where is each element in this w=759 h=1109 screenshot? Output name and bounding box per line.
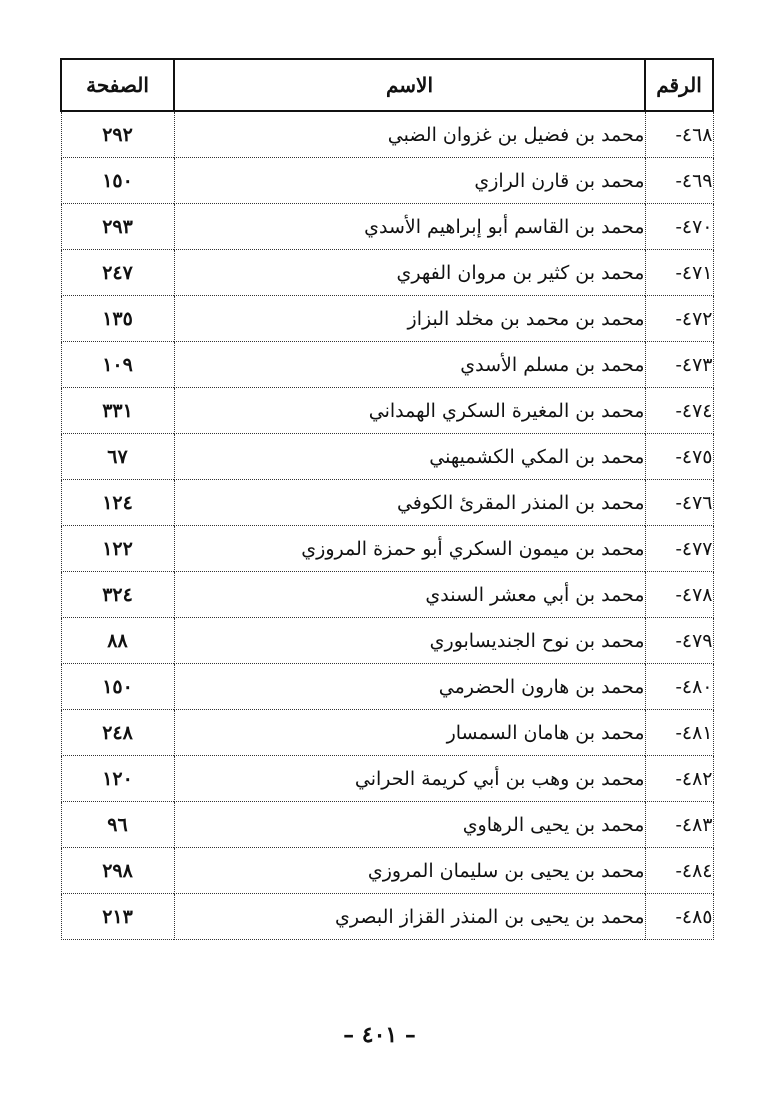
row-page: ١٣٥ (61, 296, 174, 342)
row-name: محمد بن يحيى بن سليمان المروزي (174, 848, 645, 894)
table-row (61, 894, 713, 940)
row-number: ٤٧٦- (645, 480, 713, 526)
row-page: ٢٤٧ (61, 250, 174, 296)
header-name: الاسم (174, 59, 645, 111)
header-number: الرقم (645, 59, 713, 111)
row-number: ٤٧٣- (645, 342, 713, 388)
row-name: محمد بن ميمون السكري أبو حمزة المروزي (174, 526, 645, 572)
row-name: محمد بن مسلم الأسدي (174, 342, 645, 388)
row-page: ١٥٠ (61, 158, 174, 204)
row-name: محمد بن وهب بن أبي كريمة الحراني (174, 756, 645, 802)
row-page: ١٠٩ (61, 342, 174, 388)
row-number: ٤٧٩- (645, 618, 713, 664)
table-row (61, 710, 713, 756)
row-name: محمد بن يحيى الرهاوي (174, 802, 645, 848)
row-name: محمد بن كثير بن مروان الفهري (174, 250, 645, 296)
row-page: ١٢٤ (61, 480, 174, 526)
row-name: محمد بن هارون الحضرمي (174, 664, 645, 710)
row-number: ٤٧٥- (645, 434, 713, 480)
row-number: ٤٨٣- (645, 802, 713, 848)
table-row (61, 158, 713, 204)
row-page: ٢٩٨ (61, 848, 174, 894)
table-row (61, 204, 713, 250)
row-number: ٤٨١- (645, 710, 713, 756)
row-name: محمد بن قارن الرازي (174, 158, 645, 204)
row-number: ٤٧١- (645, 250, 713, 296)
row-page: ١٢٢ (61, 526, 174, 572)
row-page: ٢٤٨ (61, 710, 174, 756)
table-row (61, 111, 713, 158)
row-number: ٤٨٥- (645, 894, 713, 940)
table-row (61, 526, 713, 572)
row-name: محمد بن أبي معشر السندي (174, 572, 645, 618)
row-number: ٤٧٢- (645, 296, 713, 342)
row-number: ٤٧٤- (645, 388, 713, 434)
row-name: محمد بن فضيل بن غزوان الضبي (174, 111, 645, 158)
table-row (61, 342, 713, 388)
row-name: محمد بن يحيى بن المنذر القزاز البصري (174, 894, 645, 940)
row-number: ٤٧٧- (645, 526, 713, 572)
row-page: ١٥٠ (61, 664, 174, 710)
table-row (61, 572, 713, 618)
row-page: ٩٦ (61, 802, 174, 848)
table-row (61, 388, 713, 434)
row-name: محمد بن محمد بن مخلد البزاز (174, 296, 645, 342)
header-page: الصفحة (61, 59, 174, 111)
row-page: ٣٢٤ (61, 572, 174, 618)
row-number: ٤٨٢- (645, 756, 713, 802)
row-page: ٢١٣ (61, 894, 174, 940)
row-number: ٤٧٨- (645, 572, 713, 618)
table-row (61, 848, 713, 894)
table-row (61, 434, 713, 480)
table-row (61, 480, 713, 526)
row-page: ٣٣١ (61, 388, 174, 434)
row-number: ٤٨٤- (645, 848, 713, 894)
row-name: محمد بن القاسم أبو إبراهيم الأسدي (174, 204, 645, 250)
row-name: محمد بن المكي الكشميهني (174, 434, 645, 480)
row-page: ٨٨ (61, 618, 174, 664)
table-row (61, 802, 713, 848)
row-page: ٢٩٣ (61, 204, 174, 250)
index-table (60, 58, 714, 940)
row-page: ٦٧ (61, 434, 174, 480)
table-row (61, 296, 713, 342)
row-page: ٢٩٢ (61, 111, 174, 158)
header-row (61, 59, 713, 111)
table-row (61, 618, 713, 664)
page-number: – ٤٠١ – (343, 1022, 416, 1048)
row-number: ٤٦٩- (645, 158, 713, 204)
table-row (61, 250, 713, 296)
row-number: ٤٧٠- (645, 204, 713, 250)
row-page: ١٢٠ (61, 756, 174, 802)
table-row (61, 664, 713, 710)
row-name: محمد بن هامان السمسار (174, 710, 645, 756)
row-number: ٤٦٨- (645, 111, 713, 158)
row-name: محمد بن المنذر المقرئ الكوفي (174, 480, 645, 526)
row-name: محمد بن نوح الجنديسابوري (174, 618, 645, 664)
row-name: محمد بن المغيرة السكري الهمداني (174, 388, 645, 434)
row-number: ٤٨٠- (645, 664, 713, 710)
table-row (61, 756, 713, 802)
